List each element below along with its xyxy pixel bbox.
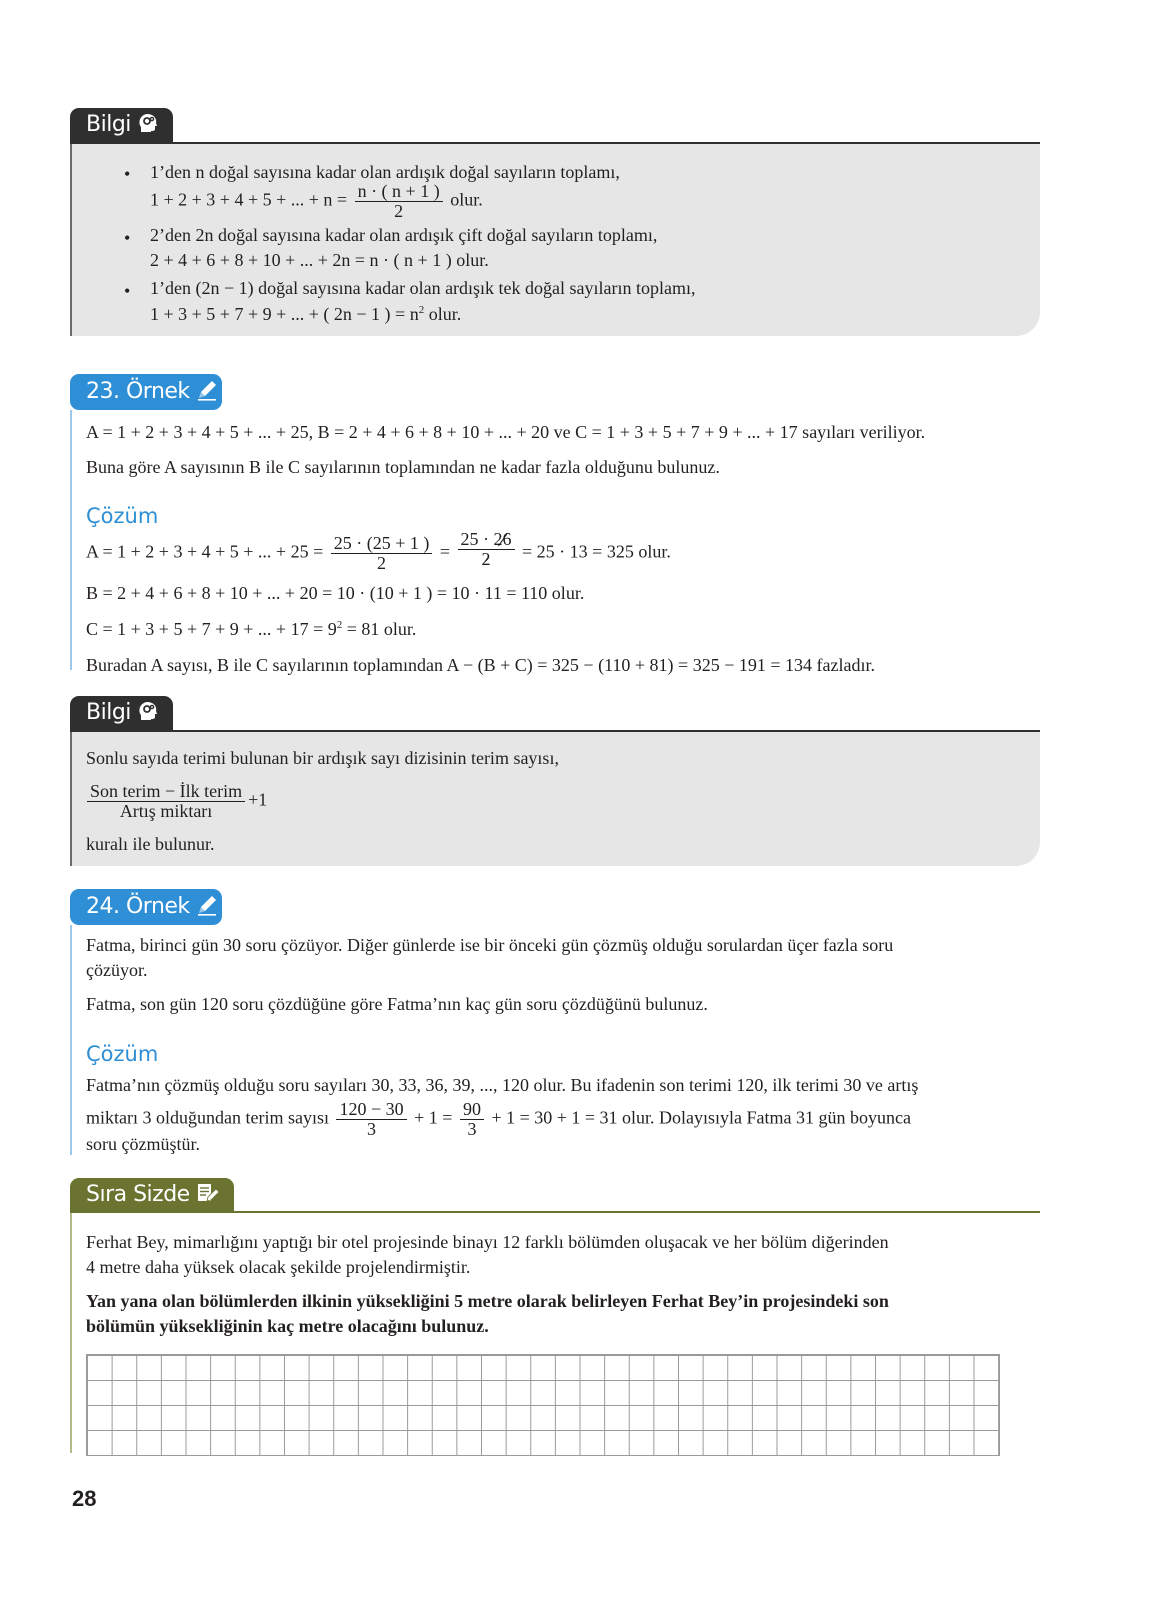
bilgi-box: • 1’den n doğal sayısına kadar olan ardışık doğal sayıların toplamı, 1 + 2 + 3 + 4 + 5 + ... + n = $\frac{n \cdot ( n + 1 )}{2}$ olur. • 2’den 2n doğal sayısına kadar olan ardışık çift doğal sayıların toplamı, 2 + 4 + 6 + 8 + 10 + ... + 2n = n · ( n + 1 ) olur. • 1’den (2n − 1) doğal sayısına kadar olan ardışık tek doğal sayıların toplamı, 1 + 3 + 5 + 7 + 9 + ... + ( 2n − 1 ) = $n^2$ olur. [70,142,1040,336]
solution-line-b: B = 2 + 4 + 6 + 8 + 10 + ... + 20 = 10 · (10 + 1 ) = 10 · 11 = 110 olur. [86,583,585,603]
info-formula: 1 + 2 + 3 + 4 + 5 + ... + n = $\frac{n \cdot ( n + 1 )}{2}$ olur. [150,181,483,221]
solution-result: Buradan A sayısı, B ile C sayılarının toplamından A − (B + C) = 325 − (110 + 81) = 325 − 191 = 134 fazladır. [86,655,875,675]
bilgi-tab [70,696,173,730]
pencil-icon [196,379,218,401]
ornek-tab [70,889,222,925]
question-text: çözüyor. [86,960,148,980]
solution-line: soru çözmüştür. [86,1134,200,1154]
ornek-24-section [70,889,1040,1159]
question-text: Fatma, son gün 120 soru çözdüğüne göre Fatma’nın kaç gün soru çözdüğünü bulunuz. [86,994,708,1014]
ornek-tab [70,374,222,410]
fraction: $\frac{25 \cdot (25 + 1 )}{2}$ [331,534,433,573]
bilgi-box [70,730,1040,866]
solution-line-c: C = 1 + 3 + 5 + 7 + 9 + ... + $17 = 9^2 = 81$ olur. [86,619,417,639]
solution-line-a: A = 1 + 2 + 3 + 4 + 5 + ... + 25 = $\frac{25 \cdot (25 + 1 )}{2}$ = $\frac{25 \cdot 26}{2}$ = 25 · 13 = 325 olur. [86,529,671,573]
head-gears-icon [137,112,159,134]
pencil-icon [196,894,218,916]
bilgi-tab [70,108,173,142]
task-question: Yan yana olan bölümlerden ilkinin yüksekliğini 5 metre olarak belirleyen Ferhat Bey’in projesindeki son [86,1291,889,1311]
solution-line: miktarı 3 olduğundan terim sayısı $\frac{120 - 30}{3}$ + 1 = $\frac{90}{3}$ + 1 = 30 + 1 = 31 olur. Dolayısıyla Fatma 31 gün boyunca [86,1099,912,1139]
task-question: bölümün yüksekliğinin kaç metre olacağını bulunuz. [86,1316,489,1336]
notepad-pencil-icon [196,1182,220,1204]
bilgi-tab-label: Bilgi [86,112,131,137]
question-text: A = 1 + 2 + 3 + 4 + 5 + ... + 25, B = 2 + 4 + 6 + 8 + 10 + ... + 20 ve C = 1 + 3 + 5 + 7 + 9 + ... + 17 sayıları veriliyor. [86,422,926,442]
cozum-heading: Çözüm [86,1042,159,1066]
info-line: kuralı ile bulunur. [86,834,215,854]
info-line: 1’den (2n − 1) doğal sayısına kadar olan ardışık tek doğal sayıların toplamı, [150,278,696,298]
sira-sizde-tab-label: Sıra Sizde [86,1182,190,1207]
sira-sizde-tab [70,1178,234,1212]
info-formula: 1 + 3 + 5 + 7 + 9 + ... + ( 2n − 1 ) = $n^2$ olur. [150,304,462,324]
fraction: $\frac{n \cdot ( n + 1 )}{2}$ [355,182,443,221]
fraction: $\frac{25 \cdot 26}{2}$ [458,530,515,569]
task-text: 4 metre daha yüksek olacak şekilde projelendirmiştir. [86,1257,471,1277]
page-number: 28 [72,1486,97,1511]
ornek-tab-label: 23. Örnek [86,379,190,404]
fraction: $\frac{90}{3}$ [460,1100,484,1139]
info-line: 2’den 2n doğal sayısına kadar olan ardışık çift doğal sayıların toplamı, [150,225,658,245]
info-line: 1’den n doğal sayısına kadar olan ardışık doğal sayıların toplamı, [150,162,620,182]
ornek-tab-label: 24. Örnek [86,894,190,919]
bilgi-tab-label: Bilgi [86,700,131,725]
question-text: Buna göre A sayısının B ile C sayılarının toplamından ne kadar fazla olduğunu bulunuz. [86,457,720,477]
fraction: $\frac{120 - 30}{3}$ [336,1100,406,1139]
solution-line: Fatma’nın çözmüş olduğu soru sayıları 30, 33, 36, 39, ..., 120 olur. Bu ifadenin son terimi 120, ilk terimi 30 ve artış [86,1075,919,1095]
info-formula: $\frac{\text{Son terim − İlk terim}}{\text{Artış miktarı}}$ +1 [84,782,267,821]
bilgi-section-2 [70,696,1040,866]
info-formula: 2 + 4 + 6 + 8 + 10 + ... + 2n = n · ( n + 1 ) olur. [150,250,489,270]
sira-sizde-section [70,1178,1040,1458]
answer-grid[interactable] [86,1354,1000,1456]
bilgi-section-1 [70,108,1040,336]
cozum-heading: Çözüm [86,504,159,528]
info-line: Sonlu sayıda terimi bulunan bir ardışık sayı dizisinin terim sayısı, [86,748,559,768]
fraction: $\frac{\text{Son terim − İlk terim}}{\text{Artış miktarı}}$ [87,782,245,821]
head-gears-icon [137,700,159,722]
question-text: Fatma, birinci gün 30 soru çözüyor. Diğer günlerde ise bir önceki gün çözmüş olduğu sorulardan üçer fazla soru [86,935,894,955]
ornek-23-section [70,374,1040,686]
task-text: Ferhat Bey, mimarlığını yaptığı bir otel projesinde binayı 12 farklı bölümden oluşacak ve her bölüm diğerinden [86,1232,889,1252]
